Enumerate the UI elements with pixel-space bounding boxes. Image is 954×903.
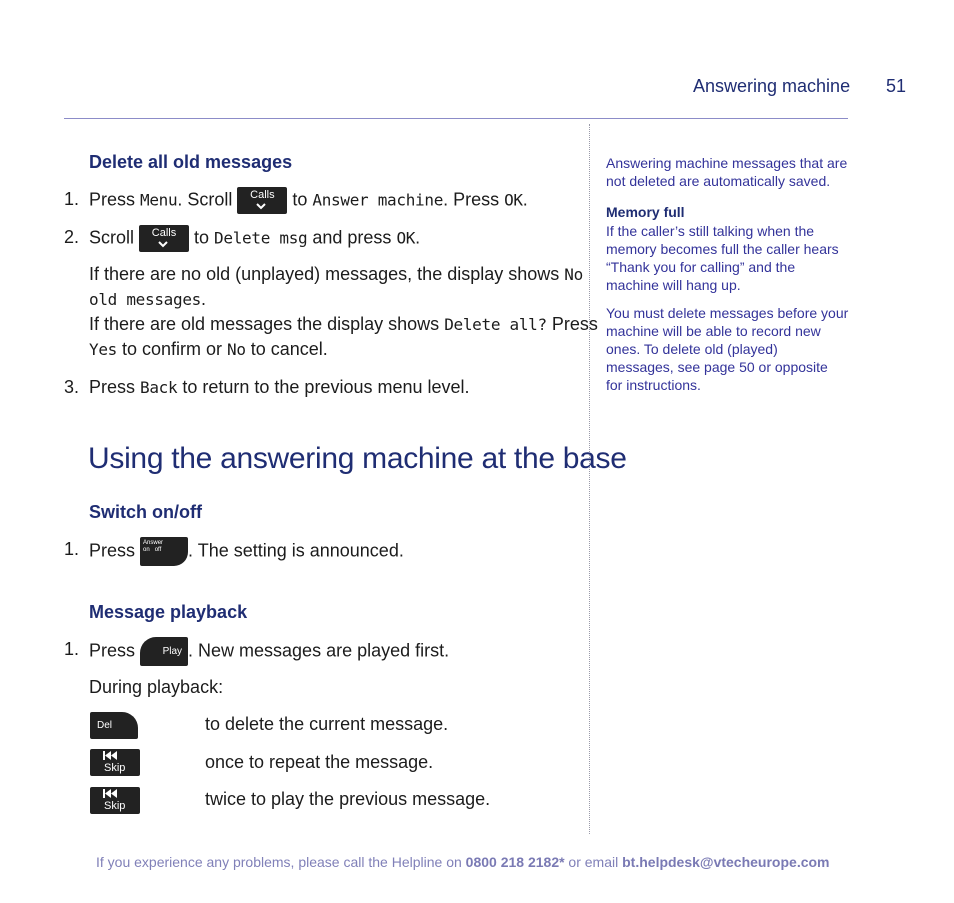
display-text-old-messages: old messages — [89, 290, 201, 309]
helpdesk-email[interactable]: bt.helpdesk@vtecheurope.com — [622, 854, 830, 870]
delete-step-1: Press Menu. Scroll Calls to Answer machine. Press OK. — [89, 187, 528, 214]
chevron-down-icon — [158, 239, 168, 249]
old-messages-paragraph: If there are old messages the display shows Delete all? Press Yes to confirm or No to cancel. — [89, 314, 598, 359]
display-text-menu: Menu — [140, 190, 178, 210]
display-text-delete-msg: Delete msg — [214, 228, 308, 248]
section-title: Using the answering machine at the base — [88, 442, 627, 475]
helpline-phone: 0800 218 2182* — [465, 854, 565, 870]
display-text-no: No — [564, 265, 583, 284]
display-text-ok: OK — [504, 190, 523, 210]
display-text-ok: OK — [396, 228, 416, 248]
play-key[interactable]: Play — [140, 637, 188, 666]
display-text-delete-all: Delete all? — [444, 315, 547, 334]
message-playback-heading: Message playback — [89, 602, 248, 622]
during-playback-label: During playback: — [89, 677, 224, 697]
calls-key[interactable]: Calls — [139, 225, 189, 252]
display-text-back: Back — [140, 378, 178, 397]
skip-key[interactable]: Skip — [90, 749, 140, 776]
sidebar-note-saved: Answering machine messages that are not deleted are automatically saved. — [606, 155, 848, 189]
no-messages-paragraph: If there are no old (unplayed) messages, the display shows No old messages. — [89, 264, 583, 309]
delete-key[interactable]: Del — [90, 712, 138, 739]
display-text-yes: Yes — [89, 340, 117, 359]
sidebar-note-memory-full: If the caller’s still talking when the memory becomes full the caller hears “Thank you for calling” and the machine will hang up. — [606, 223, 839, 293]
delete-action-text: to delete the current message. — [205, 714, 449, 734]
delete-messages-heading: Delete all old messages — [89, 152, 293, 172]
chevron-down-icon — [256, 201, 266, 211]
page-number: 51 — [886, 76, 907, 96]
skip-back-icon — [103, 789, 118, 798]
step-number: 3. — [64, 377, 80, 397]
switch-step-1: Press Answer on off . The setting is announced. — [89, 537, 404, 566]
footer-helpline: If you experience any problems, please call the Helpline on 0800 218 2182* or email bt.helpdesk@vtecheurope.com — [96, 854, 830, 870]
column-divider — [589, 124, 590, 834]
step-number: 1. — [64, 539, 80, 559]
previous-action-text: twice to play the previous message. — [205, 789, 491, 809]
playback-step-1: Press Play . New messages are played first. — [89, 637, 449, 666]
calls-key[interactable]: Calls — [237, 187, 287, 214]
display-text-no: No — [227, 340, 246, 359]
skip-back-icon — [103, 751, 118, 760]
step-number: 1. — [64, 189, 80, 209]
answer-on-off-key[interactable]: Answer on off — [140, 537, 188, 566]
step-number: 1. — [64, 639, 80, 659]
memory-full-heading: Memory full — [606, 204, 685, 220]
step-number: 2. — [64, 227, 80, 247]
header-divider — [64, 118, 848, 119]
delete-step-2: Scroll Calls to Delete msg and press OK. — [89, 225, 420, 252]
header-section-title: Answering machine — [693, 76, 851, 96]
switch-on-off-heading: Switch on/off — [89, 502, 202, 522]
skip-key[interactable]: Skip — [90, 787, 140, 814]
sidebar-note-delete: You must delete messages before your machine will be able to record new ones. To delete old (played) messages, see page 50 or opposite for instructions. — [606, 305, 849, 393]
repeat-action-text: once to repeat the message. — [205, 752, 434, 772]
display-text-answer-machine: Answer machine — [312, 190, 444, 210]
delete-step-3: Press Back to return to the previous menu level. — [89, 377, 470, 397]
